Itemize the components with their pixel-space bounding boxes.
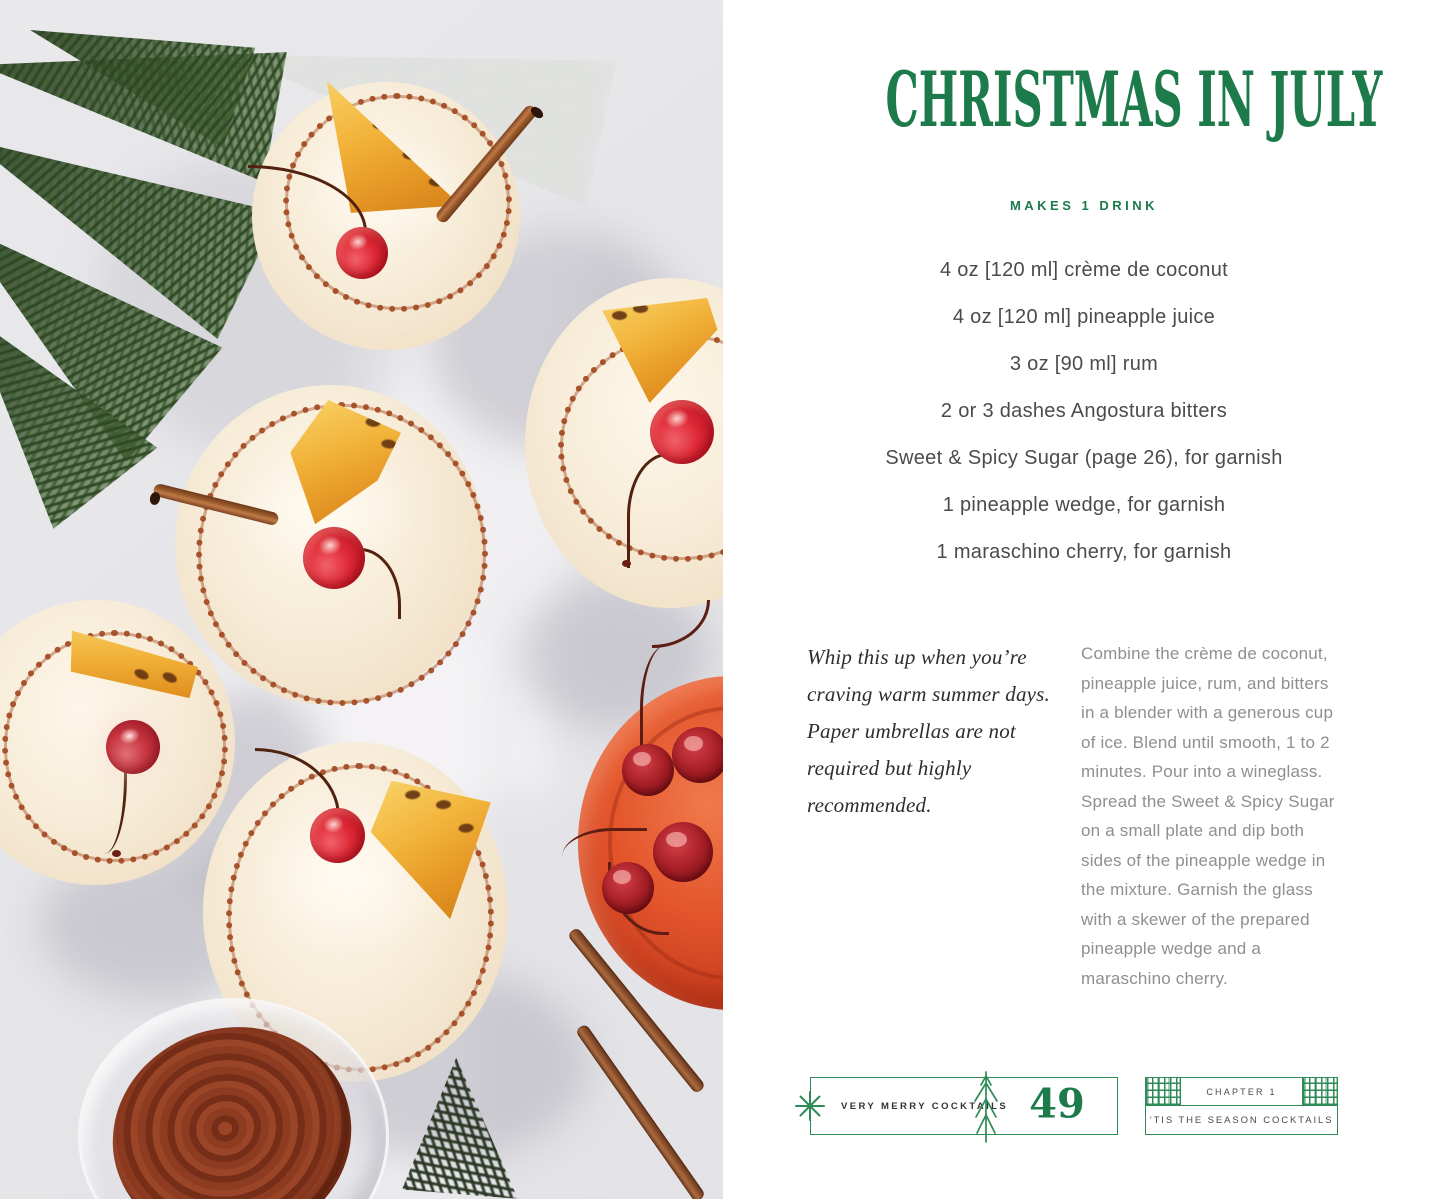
cherry-stem-tip: [112, 850, 121, 857]
plate-cherry: [653, 822, 713, 882]
page-footer: [810, 1077, 1338, 1135]
plate-cherry: [602, 862, 654, 914]
plaid-ornament-right: [1302, 1078, 1337, 1105]
page-number: 49: [1029, 1080, 1085, 1128]
cherry-stem: [562, 828, 647, 857]
footer-chapter-row: [1146, 1078, 1337, 1106]
recipe-title: CHRISTMAS IN JULY: [885, 55, 1383, 144]
plaid-ornament-left: [1146, 1078, 1181, 1105]
pine-tree-icon: [971, 1070, 1001, 1144]
instructions: Combine the crème de coconut, pineapple juice, rum, and bitters in a blender with a generous cup of ice. Blend until smooth, 1 to 2 minutes. Pour into a wineglass. Spread the Sweet & Spicy Sugar on a small plate and dip both sides of the pineapple wedge in the mixture. Garnish the glass with a skewer of the prepared pineapple wedge and a maraschino cherry.: [1081, 644, 1335, 988]
charred-spot: [436, 799, 452, 809]
snowflake-icon: [795, 1091, 825, 1121]
cherry-stem-tip: [622, 560, 631, 567]
chapter-title: ’TIS THE SEASON COCKTAILS: [1149, 1114, 1334, 1126]
recipe-body: [723, 639, 1445, 993]
charred-spot: [161, 671, 178, 685]
charred-spot: [404, 790, 420, 800]
footer-left-box: [810, 1077, 1118, 1135]
recipe-page: [723, 0, 1445, 1199]
ingredient-line: 1 pineapple wedge, for garnish: [942, 494, 1226, 517]
headnote: Whip this up when you’re craving warm summer days. Paper umbrellas are not required but highly recommended.: [807, 645, 1050, 818]
ingredient-line: 4 oz [120 ml] crème de coconut: [939, 259, 1229, 282]
maraschino-cherry: [650, 400, 714, 464]
footer-right-box: [1145, 1077, 1338, 1135]
ingredient-line: Sweet & Spicy Sugar (page 26), for garnish: [885, 447, 1283, 470]
plate-cherry: [622, 744, 674, 796]
charred-spot: [612, 311, 627, 320]
ingredient-line: 2 or 3 dashes Angostura bitters: [940, 400, 1228, 423]
yield-label: MAKES 1 DRINK: [1009, 198, 1159, 214]
ingredient-line: 1 maraschino cherry, for garnish: [936, 541, 1232, 564]
maraschino-cherry: [106, 720, 160, 774]
maraschino-cherry: [336, 227, 388, 279]
cinnamon-stick: [575, 1023, 706, 1199]
chapter-label: CHAPTER 1: [1206, 1086, 1277, 1097]
ingredient-line: 4 oz [120 ml] pineapple juice: [952, 306, 1216, 329]
ingredients-list: [723, 259, 1445, 563]
maraschino-cherry: [310, 808, 365, 863]
ingredient-line: 3 oz [90 ml] rum: [1009, 353, 1159, 376]
charred-spot: [458, 823, 474, 833]
charred-spot: [133, 667, 150, 681]
maraschino-cherry: [303, 527, 365, 589]
book-title: VERY MERRY COCKTAILS: [841, 1100, 1009, 1112]
plate-cherry: [672, 727, 723, 783]
